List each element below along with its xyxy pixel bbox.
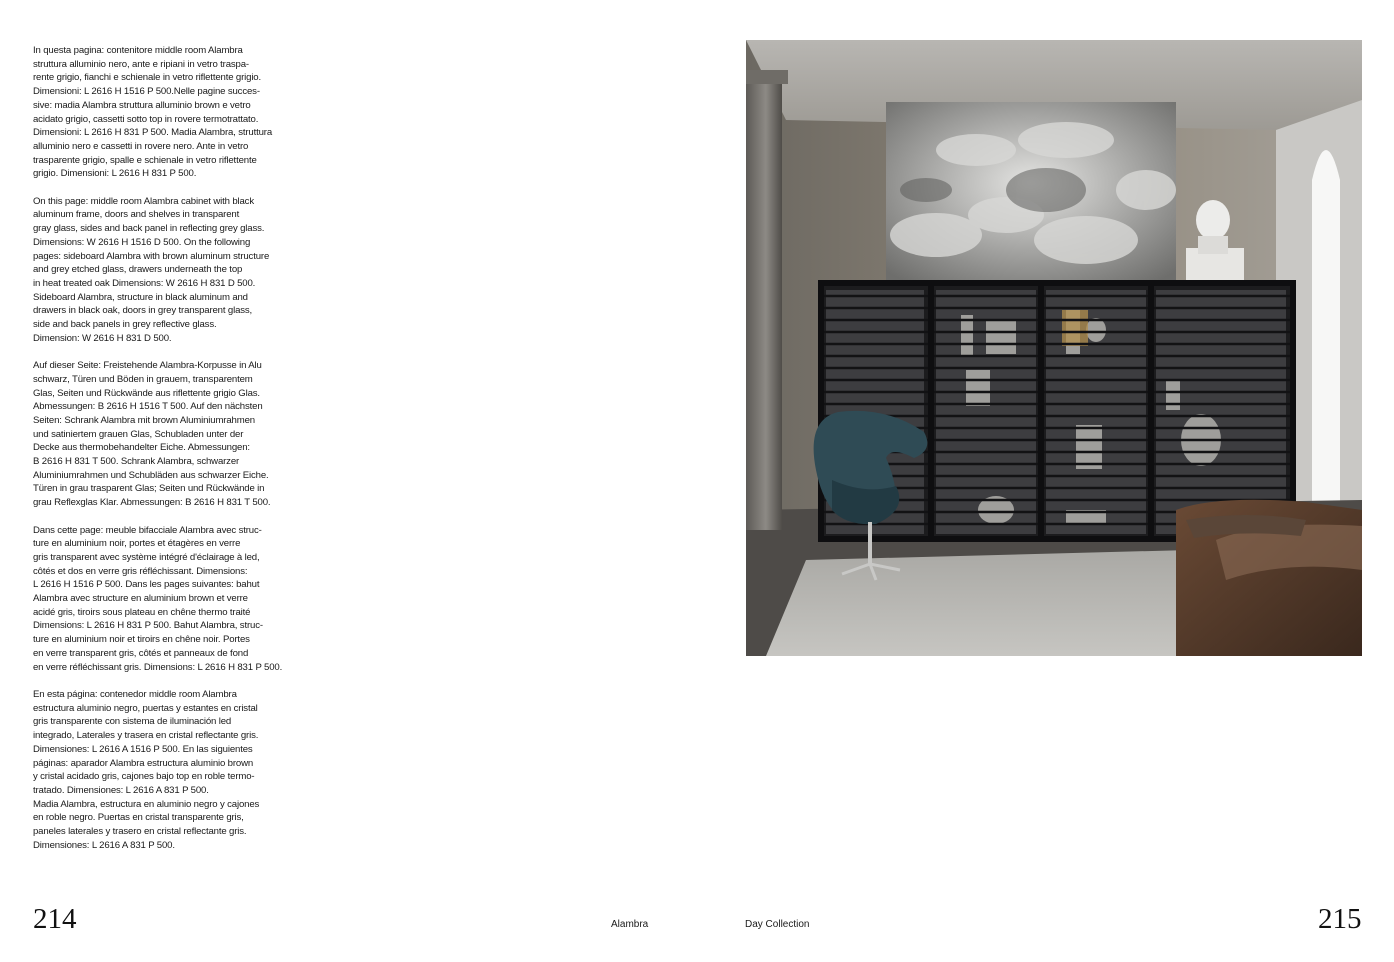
page-number-left: 214 xyxy=(33,903,77,935)
description-english: On this page: middle room Alambra cabinet with black aluminum frame, doors and shelves in transparent gray glass, sides and back panel in reflecting grey glass. Dimensions: W 2616 H 1516 D 500. On the following pages: sideboard Alambra with brown aluminum structure and grey etched glass, drawers underneath the top in heat treated oak Dimensions: W 2616 H 831 D 500. Sideboard Alambra, structure in black aluminum and drawers in black oak, doors in grey transparent glass, side and back panels in grey reflective glass. Dimension: W 2616 H 831 D 500. xyxy=(33,195,270,344)
page-number-right: 215 xyxy=(1318,903,1362,935)
footer-collection-name: Day Collection xyxy=(745,919,810,930)
description-german: Auf dieser Seite: Freistehende Alambra-Korpusse in Alu schwarz, Türen und Böden in grauem, transparentem Glas, Seiten und Rückwände aus riflettente grigio Glas. Abmessungen: B 2616 H 1516 T 500. Auf den nächsten Seiten: Schrank Alambra mit brown Aluminiumrahmen und satiniertem grauen Glas, Schubladen unter der Decke aus thermobehandelter Eiche. Abmessungen: B 2616 H 831 T 500. Schrank Alambra, schwarzer Aluminiumrahmen und Schubläden aus schwarzer Eiche. Türen in grau trasparent Glas; Seiten und Rückwände in grau Reflexglas Klar. Abmessungen: B 2616 H 831 T 500. xyxy=(33,360,271,509)
description-spanish: En esta página: contenedor middle room Alambra estructura aluminio negro, puertas y estantes en cristal gris transparente con sistema de iluminación led integrado, Laterales y trasera en cristal reflectante gris. Dimensiones: L 2616 A 1516 P 500. En las siguientes páginas: aparador Alambra estructura aluminio brown y cristal acidado gris, cajones bajo top en roble termo- tratado. Dimensiones: L 2616 A 831 P 500. Madia Alambra, estructura en aluminio negro y cajones en roble negro. Puertas en cristal transparente gris, paneles laterales y trasero en cristal reflectante gris. Dimensiones: L 2616 A 831 P 500. xyxy=(33,688,260,851)
interior-photo xyxy=(746,40,1362,656)
description-column xyxy=(33,44,285,866)
footer-product-name: Alambra xyxy=(611,919,649,930)
description-italian: In questa pagina: contenitore middle room Alambra struttura alluminio nero, ante e ripiani in vetro traspa- rente grigio, fianchi e schienale in vetro riflettente grigio. Dimensioni: L 2616 H 1516 P 500.Nelle pagine succes- sive: madia Alambra struttura alluminio brown e vetro acidato grigio, cassetti sotto top in rovere termotrattato. Dimensioni: L 2616 H 831 P 500. Madia Alambra, struttura alluminio nero e cassetti in rovere nero. Ante in vetro trasparente grigio, spalle e schienale in vetro riflettente grigio. Dimensioni: L 2616 H 831 P 500. xyxy=(33,45,273,180)
description-french: Dans cette page: meuble bifacciale Alambra avec struc- ture en aluminium noir, portes et étagères en verre gris transparent avec système intégré d'éclairage à led, côtés et dos en verre gris réfléchissant. Dimensions: L 2616 H 1516 P 500. Dans les pages suivantes: bahut Alambra avec structure en aluminium brown et verre acidé gris, tiroirs sous plateau en chêne thermo traité Dimensions: L 2616 H 831 P 500. Bahut Alambra, struc- ture en aluminium noir et tiroirs en chêne noir. Portes en verre transparent gris, côtés et panneaux de fond en verre réfléchissant gris. Dimensions: L 2616 H 831 P 500. xyxy=(33,524,283,673)
